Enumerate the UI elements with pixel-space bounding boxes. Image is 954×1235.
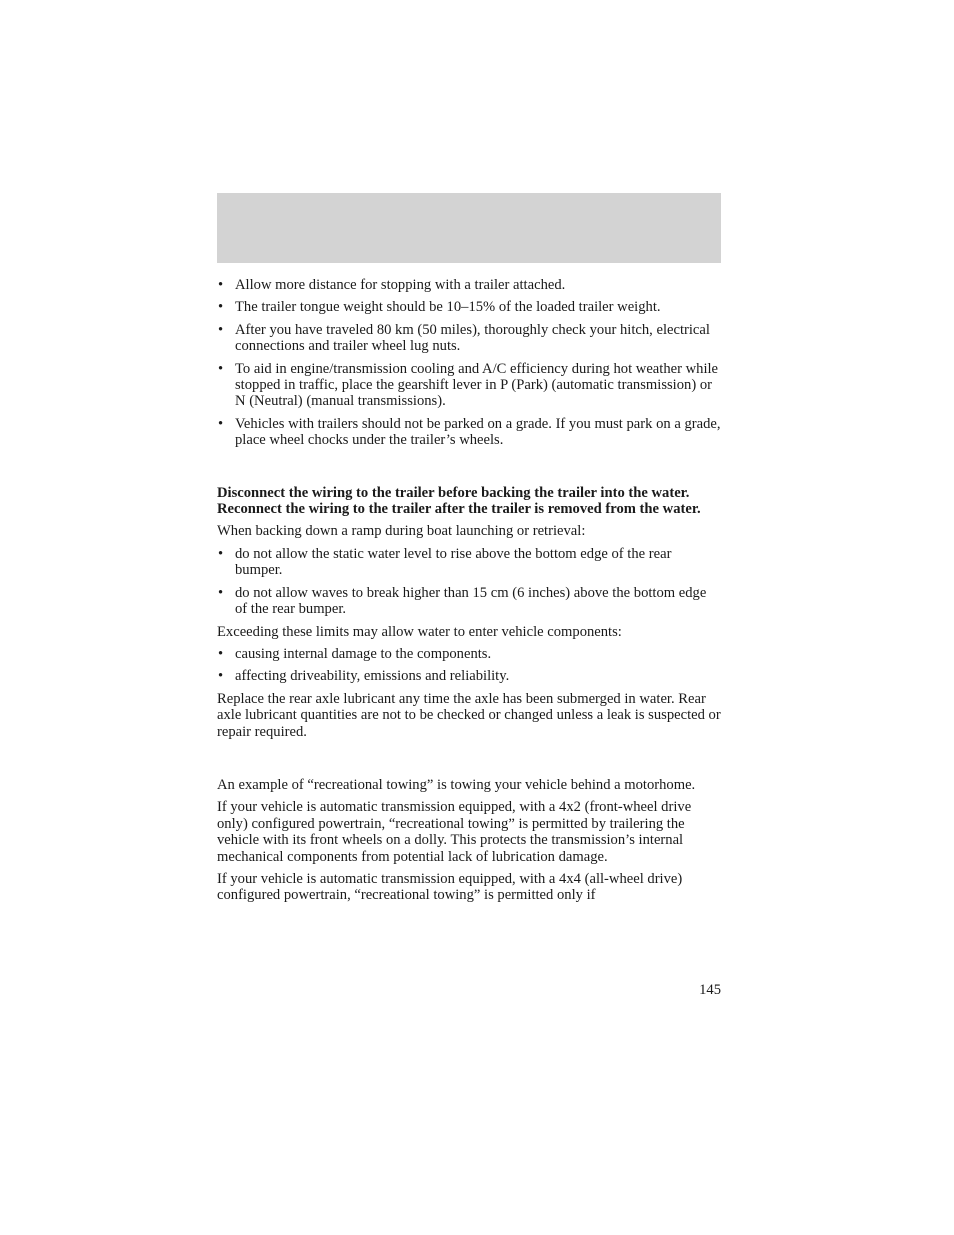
bullet-icon: • xyxy=(218,415,224,432)
list-item: • After you have traveled 80 km (50 miles), thoroughly check your hitch, electrical connections and trailer wheel lug nuts. xyxy=(218,321,710,355)
section-header-band xyxy=(217,193,721,263)
list-item: • The trailer tongue weight should be 10–15% of the loaded trailer weight. xyxy=(218,299,661,316)
bullet-icon: • xyxy=(218,545,224,562)
launch-intro: When backing down a ramp during boat launching or retrieval: xyxy=(217,523,586,540)
recreational-paragraph-3: If your vehicle is automatic transmission equipped, with a 4x4 (all-wheel drive) configured powertrain, “recreational towing” is permitted only if xyxy=(217,870,683,904)
bullet-icon: • xyxy=(218,277,224,293)
axle-paragraph: Replace the rear axle lubricant any time the axle has been submerged in water. Rear axle lubricant quantities are not to be checked or changed unless a leak is suspected or repair required. xyxy=(217,690,721,740)
list-item: • To aid in engine/transmission cooling and A/C efficiency during hot weather while stopped in traffic, place the gearshift lever in P (Park) (automatic transmission) or N (Neutral) (manual transmissions). xyxy=(218,360,719,410)
bullet-icon: • xyxy=(218,299,224,316)
bullet-icon: • xyxy=(218,668,224,685)
recreational-paragraph-1: An example of “recreational towing” is towing your vehicle behind a motorhome. xyxy=(217,776,696,793)
recreational-paragraph-2: If your vehicle is automatic transmission equipped, with a 4x2 (front-wheel drive only) configured powertrain, “recreational towing” is permitted by trailering the vehicle with its front wheels on a dolly. This protects the transmission’s internal mechanical components from potential lack of lubrication damage. xyxy=(217,799,692,865)
page-content xyxy=(217,277,721,910)
list-item: • affecting driveability, emissions and reliability. xyxy=(218,668,510,685)
towing-tips-list xyxy=(217,277,721,449)
list-item: • causing internal damage to the components. xyxy=(218,645,492,662)
page-number: 145 xyxy=(699,982,721,998)
limits-paragraph: Exceeding these limits may allow water to enter vehicle components: xyxy=(217,623,622,640)
list-item: • do not allow waves to break higher than 15 cm (6 inches) above the bottom edge of the rear bumper. xyxy=(218,584,707,618)
launch-list xyxy=(217,546,721,618)
launch-warning: Disconnect the wiring to the trailer before backing the trailer into the water. Reconnect the wiring to the trailer after the trailer is removed from the water. xyxy=(217,484,701,518)
list-item: • Allow more distance for stopping with a trailer attached. xyxy=(218,277,566,293)
limits-list xyxy=(217,646,721,685)
bullet-icon: • xyxy=(218,645,224,662)
bullet-icon: • xyxy=(218,321,224,338)
list-item: • Vehicles with trailers should not be parked on a grade. If you must park on a grade, place wheel chocks under the trailer’s wheels. xyxy=(218,415,721,449)
bullet-icon: • xyxy=(218,584,224,601)
list-item: • do not allow the static water level to rise above the bottom edge of the rear bumper. xyxy=(218,545,672,579)
bullet-icon: • xyxy=(218,360,224,377)
